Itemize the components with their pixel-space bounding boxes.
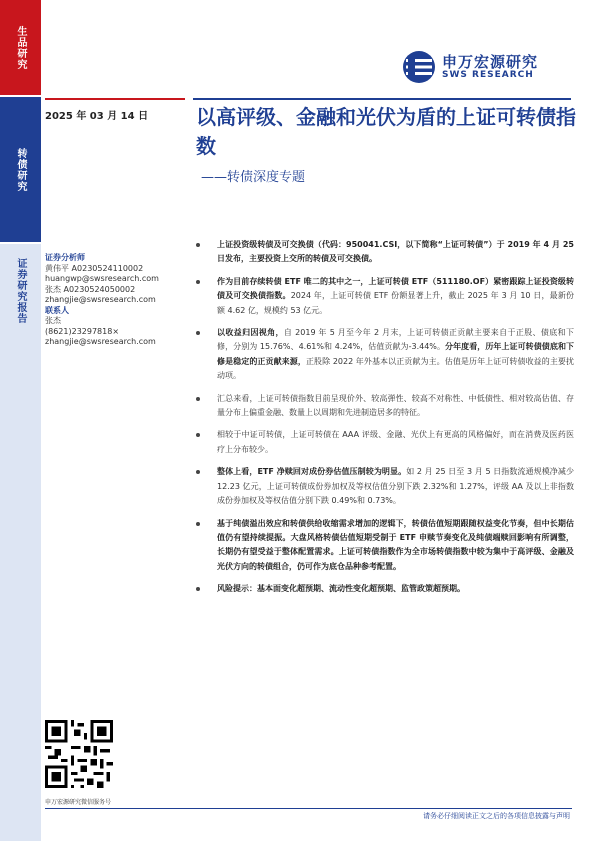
analyst-contacts bbox=[45, 253, 195, 348]
bullet-item bbox=[196, 238, 574, 267]
sidebar-section-convertible bbox=[0, 97, 41, 242]
bullet-dot-icon bbox=[196, 331, 200, 335]
company-logo bbox=[402, 50, 572, 90]
bullet-text: 如 2 月 25 日至 3 月 5 日指数流通规模净减少 12.23 亿元，上证可转债成份券加权及等权估值分别下跌 2.32%和 1.27%，评级 AA 及以上非指数成份券加权及等权估值分别下跌 0.49%和 0.73%。 bbox=[217, 467, 574, 506]
qr-caption: 申万宏源研究微信服务号 bbox=[45, 799, 112, 806]
sidebar-section-report bbox=[0, 244, 41, 841]
bullet-text: 相较于中证可转债，上证可转债在 AAA 评级、金融、光伏上有更高的风格偏好，而在消费及医药医疗上分布较少。 bbox=[217, 430, 574, 454]
sidebar-section-product bbox=[0, 0, 41, 95]
bullet-item bbox=[196, 517, 574, 575]
qr-code-icon[interactable] bbox=[45, 720, 113, 788]
bullet-dot-icon bbox=[196, 280, 200, 284]
bullet-bold: 分年度看，历年上证可转债债底和下修是稳定的正贡献来源， bbox=[217, 342, 575, 366]
analyst-line: 张杰 A0230524050002 bbox=[45, 284, 136, 294]
bullet-item bbox=[196, 275, 574, 318]
bullet-dot-icon bbox=[196, 243, 200, 247]
bullet-dot-icon bbox=[196, 433, 200, 437]
report-date: 2025 年 03 月 14 日 bbox=[45, 111, 149, 122]
contact-email[interactable]: zhangjie@swsresearch.com bbox=[45, 337, 156, 346]
sidebar-label-product: 生品研究 bbox=[15, 25, 26, 70]
footer-disclaimer[interactable]: 请务必仔细阅读正文之后的各项信息披露与声明 bbox=[423, 812, 570, 820]
contact-name: 张杰 bbox=[45, 316, 61, 325]
logo-text-en: SWS RESEARCH bbox=[442, 70, 534, 80]
report-title: 以高评级、金融和光伏为盾的上证可转债指数 bbox=[196, 105, 576, 158]
bullet-bold: 上证投资级转债及可交换债（代码：950041.CSI，以下简称“上证可转债”）于 2019 年 4 月 25 日发布，主要投资上交所的转债及可交换债。 bbox=[217, 240, 574, 264]
sidebar-label-report: 证券研究报告 bbox=[15, 258, 26, 324]
bullet-dot-icon bbox=[196, 522, 200, 526]
bullet-bold: 风险提示：基本面变化超预期、流动性变化超预期、监管政策超预期。 bbox=[217, 584, 465, 594]
bullet-bold: 整体上看，ETF 净赎回对成份券估值压制较为明显。 bbox=[217, 467, 407, 477]
contact-phone: (8621)23297818× bbox=[45, 326, 120, 336]
contact-header: 联系人 bbox=[45, 305, 69, 315]
bullet-text: 汇总来看，上证可转债指数目前呈现价外、较高弹性、较高不对称性、中低债性、相对较高估值、存量分布上偏重金融、数量上以周期和先进制造居多的特征。 bbox=[217, 393, 574, 418]
bullet-dot-icon bbox=[196, 470, 200, 474]
analyst-email[interactable]: zhangjie@swsresearch.com bbox=[45, 295, 156, 304]
bullet-item bbox=[196, 326, 574, 384]
header-rule-red bbox=[45, 98, 185, 100]
summary-bullets bbox=[196, 238, 574, 605]
analyst-header: 证券分析师 bbox=[45, 253, 85, 262]
bullet-dot-icon bbox=[196, 587, 200, 591]
analyst-email[interactable]: huangwp@swsresearch.com bbox=[45, 274, 159, 283]
left-sidebar bbox=[0, 0, 41, 841]
bullet-bold: 作为目前存续转债 ETF 唯二的其中之一，上证可转债 ETF（511180.OF）紧密跟踪上证投资级转债及可交换债指数。 bbox=[217, 276, 574, 301]
bullet-bold: 以收益归因视角， bbox=[217, 328, 284, 338]
analyst-line: 黄伟平 A0230524110002 bbox=[45, 263, 144, 273]
footer-rule bbox=[45, 808, 572, 809]
bullet-item bbox=[196, 392, 574, 421]
bullet-item bbox=[196, 465, 574, 508]
logo-mark-icon bbox=[402, 50, 436, 84]
report-subtitle: ——转债深度专题 bbox=[201, 170, 306, 185]
bullet-dot-icon bbox=[196, 397, 200, 401]
bullet-text: 正股除 2022 年外基本以正贡献为主。估值是历年上证可转债收益的主要扰动项。 bbox=[217, 356, 574, 381]
header-rule-blue bbox=[193, 98, 571, 100]
logo-text-cn: 申万宏源研究 bbox=[442, 53, 539, 71]
bullet-item bbox=[196, 582, 574, 596]
sidebar-label-convertible: 转债研究 bbox=[15, 147, 26, 192]
bullet-bold: 基于纯债溢出效应和转债供给收缩需求增加的逻辑下，转债估值短期跟随权益变化节奏，但中长期估值仍有望持续提振。大盘风格转债估值短期受制于 ETF 申赎节奏变化及纯债端赎回影响有所调整，长期仍有望受益于整体配置需求。上证可转债指数作为全市场转债指数中较为集中于高评级、金融及光伏方向的转债组合，仍可作为底仓品种参考配置。 bbox=[217, 518, 574, 571]
bullet-item bbox=[196, 428, 574, 457]
bullet-text: 自 2019 年 5 月至今年 2 月末，上证可转债正贡献主要来自于正股、债底和下修，分别为 15.76%、4.61%和 4.24%，估值贡献为-3.44%。 bbox=[217, 328, 575, 352]
bullet-text: 2024 年，上证可转债 ETF 份额显著上升，截止 2025 年 3 月 10 日，最新份额 4.62 亿，规模约 53 亿元。 bbox=[217, 291, 575, 315]
